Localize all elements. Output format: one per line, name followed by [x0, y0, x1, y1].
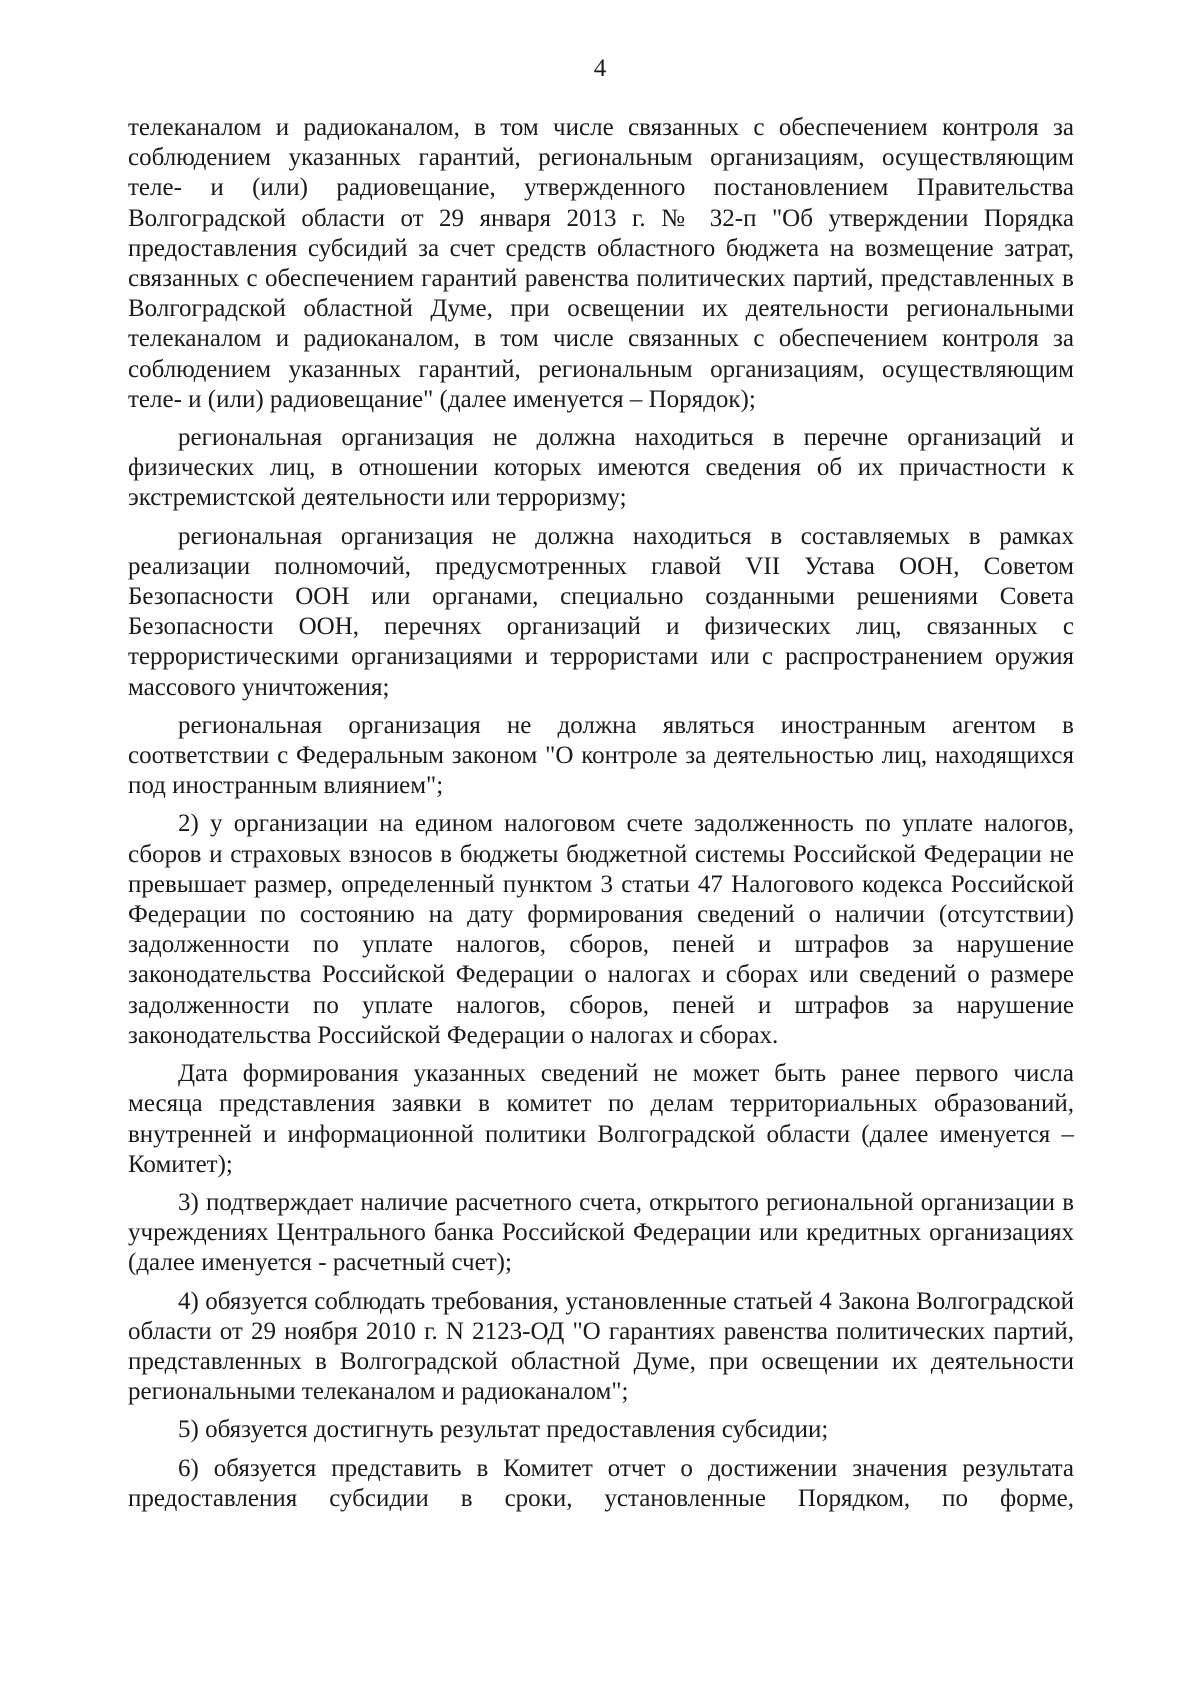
- paragraph-5: 2) у организации на едином налоговом счете задолженность по уплате налогов, сборов и страховых взносов в бюджеты бюджетной системы Российской Федерации не превышает размер, определенный пунктом 3 статьи 47 Налогового кодекса Российской Федерации по состоянию на дату формирования сведений о наличии (отсутствии) задолженности по уплате налогов, сборов, пеней и штрафов за нарушение законодательства Российской Федерации о налогах и сборах или сведений о размере задолженности по уплате налогов, сборов, пеней и штрафов за нарушение законодательства Российской Федерации о налогах и сборах.: [128, 810, 1074, 1049]
- paragraph-2: региональная организация не должна находиться в перечне организаций и физических лиц, в отношении которых имеются сведения об их причастности к экстремистской деятельности или терроризму;: [128, 424, 1074, 512]
- paragraph-1: телеканалом и радиоканалом, в том числе связанных с обеспечением контроля за соблюдением указанных гарантий, региональным организациям, осуществляющим теле- и (или) радиовещание, утвержденного постановлением Правительства Волгоградской области от 29 января 2013 г. № 32-п "Об утверждении Порядка предоставления субсидий за счет средств областного бюджета на возмещение затрат, связанных с обеспечением гарантий равенства политических партий, представленных в Волгоградской областной Думе, при освещении их деятельности региональными телеканалом и радиоканалом, в том числе связанных с обеспечением контроля за соблюдением указанных гарантий, региональным организациям, осуществляющим теле- и (или) радиовещание" (далее именуется – Порядок);: [128, 114, 1074, 413]
- paragraph-8: 4) обязуется соблюдать требования, установленные статьей 4 Закона Волгоградской области от 29 ноября 2010 г. N 2123-ОД "О гарантиях равенства политических партий, представленных в Волгоградской областной Думе, при освещении их деятельности региональными телеканалом и радиоканалом";: [128, 1287, 1074, 1406]
- paragraph-3: региональная организация не должна находиться в составляемых в рамках реализации полномочий, предусмотренных главой VII Устава ООН, Советом Безопасности ООН или органами, специально созданными решениями Совета Безопасности ООН, перечнях организаций и физических лиц, связанных с террористическими организациями и террористами или с распространением оружия массового уничтожения;: [128, 522, 1074, 701]
- paragraph-10: 6) обязуется представить в Комитет отчет о достижении значения результата предоставления субсидии в сроки, установленные Порядком, по форме,: [128, 1454, 1074, 1512]
- paragraph-7: 3) подтверждает наличие расчетного счета, открытого региональной организации в учреждениях Центрального банка Российской Федерации или кредитных организациях (далее именуется - расчетный счет);: [128, 1188, 1074, 1277]
- paragraph-6: Дата формирования указанных сведений не может быть ранее первого числа месяца представления заявки в комитет по делам территориальных образований, внутренней и информационной политики Волгоградской области (далее именуется – Комитет);: [128, 1060, 1074, 1178]
- paragraph-9: 5) обязуется достигнуть результат предоставления субсидии;: [178, 1416, 829, 1444]
- page-number: 4: [593, 55, 607, 82]
- paragraph-4: региональная организация не должна являться иностранным агентом в соответствии с Федеральным законом "О контроле за деятельностью лиц, находящихся под иностранным влиянием";: [128, 711, 1074, 800]
- document-body: [128, 113, 1074, 1522]
